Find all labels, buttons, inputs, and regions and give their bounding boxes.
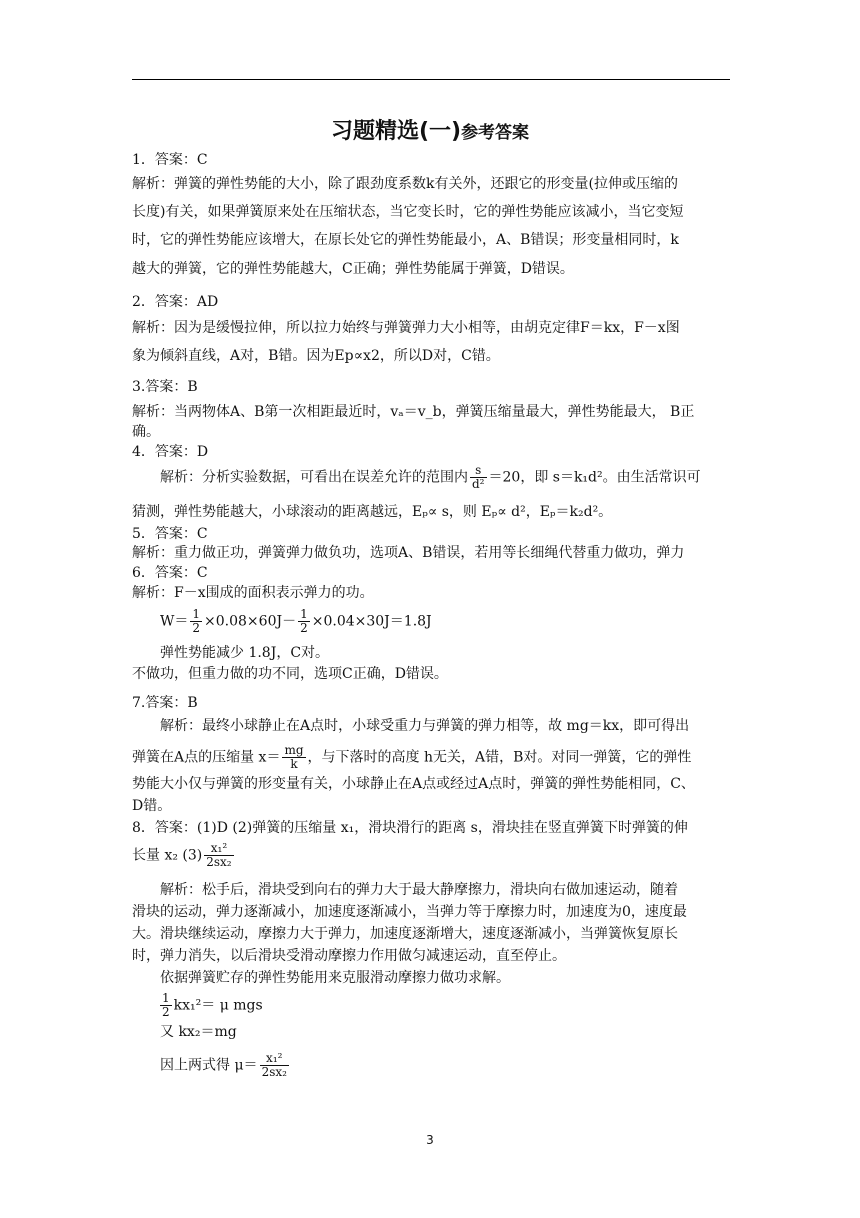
explanation-7-line: D错。 — [132, 798, 172, 814]
header-rule — [132, 79, 730, 80]
fraction-denominator: 2sx₂ — [206, 855, 232, 869]
answer-5: 5．答案：C — [132, 526, 208, 542]
explanation-6-line: 弹性势能减少 1.8J，C对。 — [160, 645, 330, 661]
explanation-6-line: 解析：F－x围成的面积表示弹力的功。 — [132, 585, 374, 601]
explanation-5-line: 解析：重力做正功，弹簧弹力做负功，选项A、B错误，若用等长细绳代替重力做功，弹力 — [132, 545, 685, 561]
equation-text: ×0.04×30J＝1.8J — [311, 613, 432, 630]
explanation-4-line: 猜测，弹性势能越大，小球滚动的距离越远，Eₚ∝ s，则 Eₚ∝ d²，Eₚ＝k₂d²。 — [132, 504, 613, 520]
fraction-numerator: 1 — [192, 607, 201, 621]
explanation-8-line: 时，弹力消失，以后滑块受滑动摩擦力作用做匀减速运动，直至停止。 — [132, 948, 566, 964]
title-sub: 参考答案 — [461, 123, 530, 143]
answer-6: 6．答案：C — [132, 565, 208, 581]
explanation-1-line: 越大的弹簧，它的弹性势能越大，C正确；弹性势能属于弹簧，D错误。 — [132, 261, 574, 277]
equation-text: kx₁²＝ μ mgs — [173, 997, 263, 1014]
explanation-3-line: 确。 — [132, 424, 160, 440]
answer-1: 1．答案：C — [132, 152, 208, 168]
page-number: 3 — [426, 1133, 434, 1147]
fraction-numerator: 1 — [162, 991, 170, 1005]
result-equation — [160, 1052, 291, 1079]
explanation-2-line: 解析：因为是缓慢拉伸，所以拉力始终与弹簧弹力大小相等，由胡克定律F＝kx，F－x图 — [132, 320, 680, 336]
explanation-8-line: 滑块的运动，弹力逐渐减小，加速度逐渐减小，当弹力等于摩擦力时，加速度为0，速度最 — [132, 904, 687, 920]
explanation-4-text: ＝20，即 s＝k₁d²。由生活常识可 — [488, 469, 701, 486]
equation-text: ×0.08×60J－ — [204, 613, 297, 630]
fraction-numerator: s — [470, 464, 487, 478]
fraction-numerator: x₁² — [260, 1052, 289, 1066]
force-equation: 又 kx₂＝mg — [160, 1024, 237, 1040]
fraction-denominator: 2 — [162, 1005, 170, 1019]
fraction-numerator: 1 — [300, 607, 308, 621]
explanation-7-line: 势能大小仅与弹簧的形变量有关，小球静止在A点或经过A点时，弹簧的弹性势能相同，C、 — [132, 776, 695, 792]
explanation-4-text: 解析：分析实验数据，可看出在误差允许的范围内 — [160, 469, 468, 486]
answer-8-text: 长量 x₂ (3) — [132, 847, 203, 864]
explanation-7-text: ，与下落时的高度 h无关，A错，B对。对同一弹簧，它的弹性 — [307, 749, 692, 766]
fraction-mg-over-k — [282, 744, 305, 771]
explanation-3-line: 解析：当两物体A、B第一次相距最近时，vₐ＝v_b，弹簧压缩量最大，弹性势能最大， B正 — [132, 404, 695, 420]
explanation-2-line: 象为倾斜直线，A对，B错。因为Ep∝x2，所以D对，C错。 — [132, 348, 500, 364]
answer-8: 8．答案：(1)D (2)弹簧的压缩量 x₁，滑块滑行的距离 s，滑块挂在竖直弹簧下时弹簧的伸 — [132, 820, 688, 836]
fraction-numerator: x₁² — [204, 842, 233, 856]
explanation-4-line — [160, 464, 701, 491]
explanation-1-line: 时，它的弹性势能应该增大，在原长处它的弹性势能最小，A、B错误；形变量相同时，k — [132, 232, 679, 248]
fraction-half — [298, 608, 310, 635]
work-equation — [160, 608, 432, 635]
page-title — [0, 114, 860, 145]
explanation-1-line: 长度)有关，如果弹簧原来处在压缩状态，当它变长时，它的弹性势能应该减小，当它变短 — [132, 204, 684, 220]
fraction-denominator: 2 — [300, 621, 308, 635]
fraction-half — [190, 608, 202, 635]
fraction-half — [160, 992, 172, 1019]
fraction-answer-mu — [204, 842, 233, 869]
title-main: 习题精选(一) — [330, 119, 462, 144]
answer-7: 7.答案：B — [132, 695, 198, 711]
fraction-s-over-d2 — [470, 464, 487, 491]
equation-text: W＝ — [160, 613, 189, 630]
explanation-8-line: 依据弹簧贮存的弹性势能用来克服滑动摩擦力做功求解。 — [160, 970, 510, 986]
fraction-denominator: k — [290, 757, 298, 771]
equation-text: 因上两式得 μ＝ — [160, 1057, 258, 1074]
explanation-7-line — [132, 744, 691, 771]
fraction-denominator: 2 — [192, 621, 201, 635]
explanation-7-text: 弹簧在A点的压缩量 x＝ — [132, 749, 281, 766]
fraction-denominator: 2sx₂ — [261, 1065, 287, 1079]
answer-4: 4．答案：D — [132, 444, 209, 460]
explanation-8-line: 大。滑块继续运动，摩擦力大于弹力，加速度逐渐增大，速度逐渐减小，当弹簧恢复原长 — [132, 926, 678, 942]
explanation-6-line: 不做功，但重力做的功不同，选项C正确，D错误。 — [132, 666, 448, 682]
explanation-1-line: 解析：弹簧的弹性势能的大小，除了跟劲度系数k有关外，还跟它的形变量(拉伸或压缩的 — [132, 176, 678, 192]
answer-8-line — [132, 842, 236, 869]
energy-equation — [160, 992, 263, 1019]
explanation-8-line: 解析：松手后，滑块受到向右的弹力大于最大静摩擦力，滑块向右做加速运动，随着 — [160, 882, 678, 898]
explanation-7-line: 解析：最终小球静止在A点时，小球受重力与弹簧的弹力相等，故 mg＝kx，即可得出 — [160, 718, 690, 734]
fraction-mu — [260, 1052, 289, 1079]
answer-3: 3.答案：B — [132, 379, 198, 395]
fraction-denominator: d² — [472, 477, 485, 491]
answer-2: 2．答案：AD — [132, 294, 219, 310]
fraction-numerator: mg — [284, 743, 304, 757]
